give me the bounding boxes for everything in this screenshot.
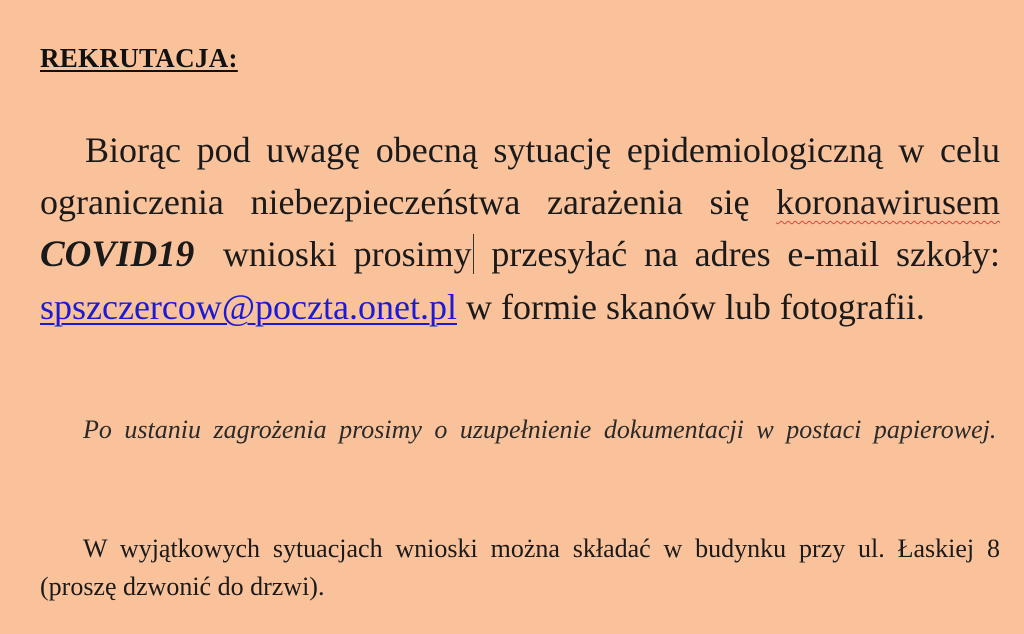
main-text-part4: w formie skanów lub fotografii. xyxy=(456,287,925,327)
main-text-part2: wnioski prosimy xyxy=(206,234,472,274)
covid-emphasis: COVID19 xyxy=(40,234,195,275)
main-text-part3: przesyłać na adres e-mail szkoły: xyxy=(474,234,1001,274)
info-paragraph: W wyjątkowych sytuacjach wnioski można składać w budynku przy ul. Łaskiej 8 (proszę dzwonić do drzwi). xyxy=(40,534,1000,601)
note-paragraph: Po ustaniu zagrożenia prosimy o uzupełnienie dokumentacji w postaci papierowej. xyxy=(83,415,997,444)
main-text-part1: Biorąc pod uwagę obecną sytuację epidemiologiczną w celu ograniczenia niebezpieczeństwa zarażenia się xyxy=(40,130,1000,222)
main-paragraph xyxy=(40,124,1000,333)
heading: REKRUTACJA: xyxy=(40,43,238,73)
email-link[interactable]: spszczercow@poczta.onet.pl xyxy=(40,287,457,327)
misspelled-word: koronawirusem xyxy=(776,182,1000,222)
text-cursor xyxy=(473,234,474,274)
